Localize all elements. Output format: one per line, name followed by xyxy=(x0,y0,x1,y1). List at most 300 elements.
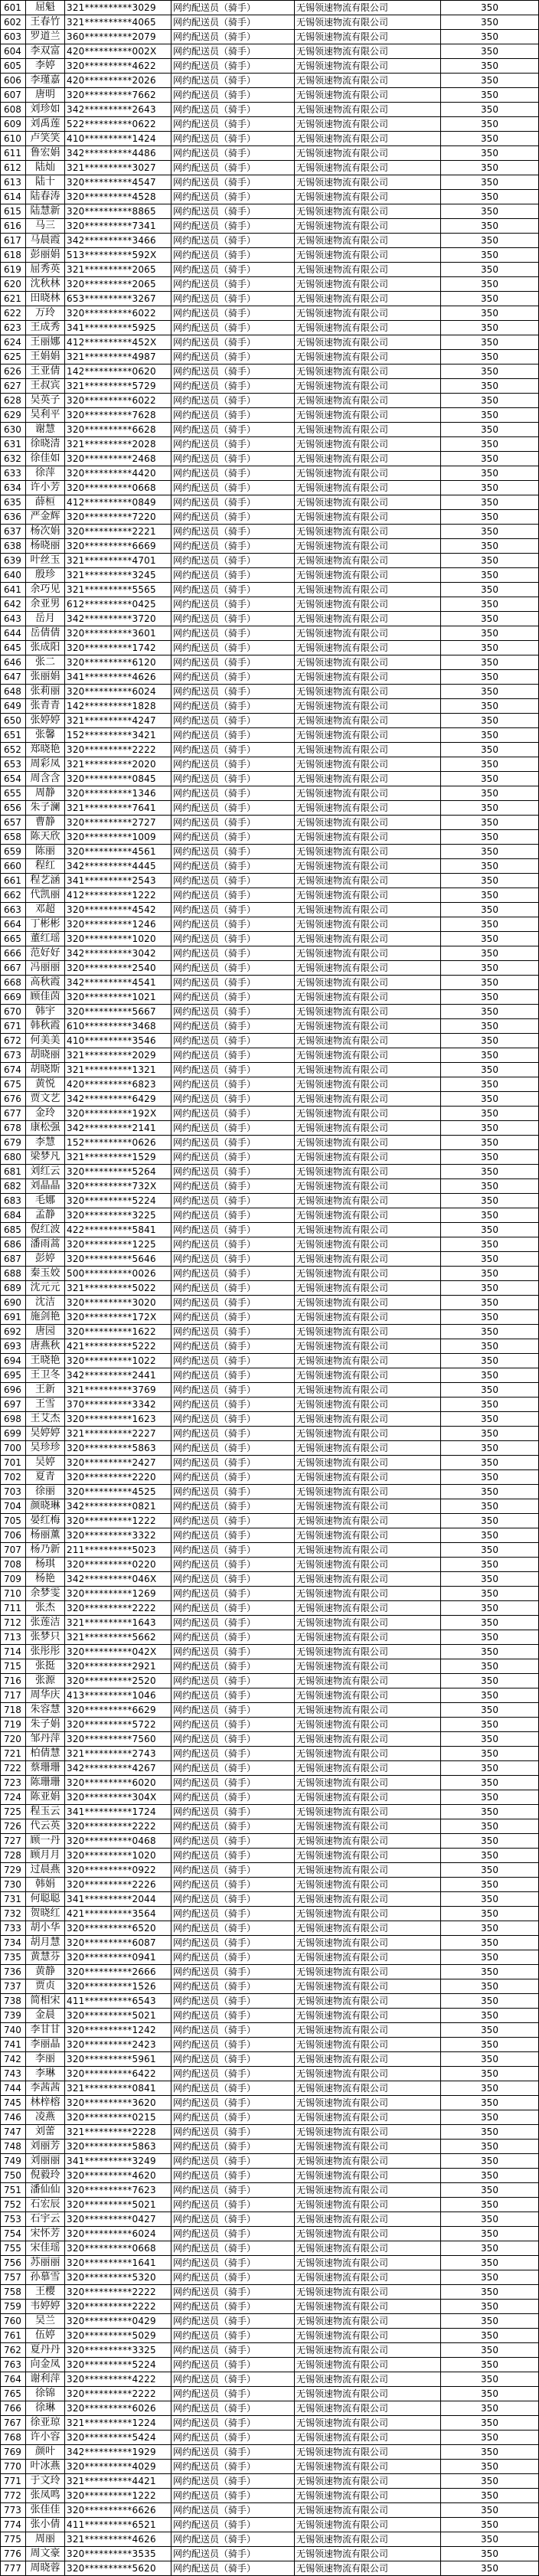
subsidy-amount-cell: 350 xyxy=(441,2358,539,2372)
company-name-cell: 无锡领速物流有限公司 xyxy=(295,1587,441,1601)
row-number-cell: 698 xyxy=(1,1412,26,1427)
company-name-cell: 无锡领速物流有限公司 xyxy=(295,1703,441,1718)
person-name-cell: 吴英子 xyxy=(26,394,65,408)
table-row xyxy=(1,1398,539,1412)
table-row xyxy=(1,1237,539,1252)
id-number-cell: 320**********304X xyxy=(65,1790,172,1805)
job-title-cell: 网约配送员（骑手） xyxy=(172,1310,295,1325)
row-number-cell: 760 xyxy=(1,2314,26,2329)
person-name-cell: 徐琳 xyxy=(26,2401,65,2416)
table-row xyxy=(1,2067,539,2081)
company-name-cell: 无锡领速物流有限公司 xyxy=(295,888,441,903)
job-title-cell: 网约配送员（骑手） xyxy=(172,1790,295,1805)
table-row xyxy=(1,1616,539,1630)
subsidy-amount-cell: 350 xyxy=(441,1965,539,1979)
company-name-cell: 无锡领速物流有限公司 xyxy=(295,408,441,423)
job-title-cell: 网约配送员（骑手） xyxy=(172,408,295,423)
person-name-cell: 韩秋霞 xyxy=(26,1019,65,1034)
row-number-cell: 749 xyxy=(1,2154,26,2169)
id-number-cell: 320**********1623 xyxy=(65,1412,172,1427)
company-name-cell: 无锡领速物流有限公司 xyxy=(295,626,441,641)
row-number-cell: 695 xyxy=(1,1368,26,1383)
subsidy-amount-cell: 350 xyxy=(441,2227,539,2241)
id-number-cell: 320**********3225 xyxy=(65,1208,172,1223)
company-name-cell: 无锡领速物流有限公司 xyxy=(295,1892,441,1907)
subsidy-amount-cell: 350 xyxy=(441,1281,539,1296)
person-name-cell: 杨晓丽 xyxy=(26,539,65,554)
job-title-cell: 网约配送员（骑手） xyxy=(172,1077,295,1092)
row-number-cell: 645 xyxy=(1,641,26,655)
company-name-cell: 无锡领速物流有限公司 xyxy=(295,175,441,190)
id-number-cell: 320**********2727 xyxy=(65,816,172,830)
table-row xyxy=(1,1441,539,1456)
subsidy-amount-cell: 350 xyxy=(441,510,539,525)
job-title-cell: 网约配送员（骑手） xyxy=(172,219,295,234)
id-number-cell: 320**********0845 xyxy=(65,772,172,786)
person-name-cell: 蔡珊珊 xyxy=(26,1761,65,1776)
table-row xyxy=(1,117,539,132)
person-name-cell: 胡月慧 xyxy=(26,1936,65,1950)
id-number-cell: 320**********1222 xyxy=(65,1514,172,1528)
subsidy-amount-cell: 350 xyxy=(441,1325,539,1339)
company-name-cell: 无锡领速物流有限公司 xyxy=(295,510,441,525)
subsidy-amount-cell: 350 xyxy=(441,2445,539,2460)
company-name-cell: 无锡领速物流有限公司 xyxy=(295,859,441,874)
subsidy-amount-cell: 350 xyxy=(441,874,539,888)
table-row xyxy=(1,859,539,874)
person-name-cell: 唐明 xyxy=(26,88,65,103)
id-number-cell: 320**********0941 xyxy=(65,1950,172,1965)
row-number-cell: 634 xyxy=(1,481,26,495)
subsidy-amount-cell: 350 xyxy=(441,1528,539,1543)
row-number-cell: 670 xyxy=(1,1005,26,1019)
company-name-cell: 无锡领速物流有限公司 xyxy=(295,2241,441,2256)
person-name-cell: 顾一丹 xyxy=(26,1834,65,1849)
company-name-cell: 无锡领速物流有限公司 xyxy=(295,1849,441,1863)
subsidy-amount-cell: 350 xyxy=(441,292,539,306)
person-name-cell: 罗道兰 xyxy=(26,30,65,44)
job-title-cell: 网约配送员（骑手） xyxy=(172,132,295,146)
person-name-cell: 黄慧芬 xyxy=(26,1950,65,1965)
table-row xyxy=(1,132,539,146)
table-row xyxy=(1,539,539,554)
id-number-cell: 320**********0220 xyxy=(65,1558,172,1572)
company-name-cell: 无锡领速物流有限公司 xyxy=(295,292,441,306)
person-name-cell: 吴婷 xyxy=(26,1456,65,1470)
person-name-cell: 张莲洁 xyxy=(26,1616,65,1630)
job-title-cell: 网约配送员（骑手） xyxy=(172,990,295,1005)
company-name-cell: 无锡领速物流有限公司 xyxy=(295,685,441,699)
company-name-cell: 无锡领速物流有限公司 xyxy=(295,2140,441,2154)
company-name-cell: 无锡领速物流有限公司 xyxy=(295,44,441,59)
subsidy-amount-cell: 350 xyxy=(441,1398,539,1412)
table-row xyxy=(1,990,539,1005)
person-name-cell: 刘珍如 xyxy=(26,103,65,117)
row-number-cell: 735 xyxy=(1,1950,26,1965)
job-title-cell: 网约配送员（骑手） xyxy=(172,74,295,88)
job-title-cell: 网约配送员（骑手） xyxy=(172,2314,295,2329)
subsidy-amount-cell: 350 xyxy=(441,1368,539,1383)
row-number-cell: 616 xyxy=(1,219,26,234)
subsidy-amount-cell: 350 xyxy=(441,1863,539,1878)
table-row xyxy=(1,1819,539,1834)
company-name-cell: 无锡领速物流有限公司 xyxy=(295,1659,441,1674)
table-row xyxy=(1,1834,539,1849)
table-row xyxy=(1,1427,539,1441)
company-name-cell: 无锡领速物流有限公司 xyxy=(295,903,441,917)
row-number-cell: 682 xyxy=(1,1179,26,1194)
job-title-cell: 网约配送员（骑手） xyxy=(172,845,295,859)
job-title-cell: 网约配送员（骑手） xyxy=(172,786,295,801)
company-name-cell: 无锡领速物流有限公司 xyxy=(295,1048,441,1063)
subsidy-amount-cell: 350 xyxy=(441,2096,539,2110)
row-number-cell: 757 xyxy=(1,2270,26,2285)
job-title-cell: 网约配送员（骑手） xyxy=(172,728,295,743)
row-number-cell: 618 xyxy=(1,248,26,263)
company-name-cell: 无锡领速物流有限公司 xyxy=(295,1208,441,1223)
job-title-cell: 网约配送员（骑手） xyxy=(172,626,295,641)
job-title-cell: 网约配送员（骑手） xyxy=(172,452,295,466)
person-name-cell: 王雪 xyxy=(26,1398,65,1412)
id-number-cell: 320**********6022 xyxy=(65,394,172,408)
person-name-cell: 刘红云 xyxy=(26,1165,65,1179)
id-number-cell: 320**********5667 xyxy=(65,1005,172,1019)
row-number-cell: 648 xyxy=(1,685,26,699)
row-number-cell: 679 xyxy=(1,1136,26,1150)
subsidy-amount-cell: 350 xyxy=(441,1150,539,1165)
job-title-cell: 网约配送员（骑手） xyxy=(172,1718,295,1732)
company-name-cell: 无锡领速物流有限公司 xyxy=(295,335,441,350)
table-row xyxy=(1,583,539,597)
id-number-cell: 320**********3535 xyxy=(65,2547,172,2561)
id-number-cell: 142**********1828 xyxy=(65,699,172,714)
job-title-cell: 网约配送员（骑手） xyxy=(172,801,295,816)
company-name-cell: 无锡领速物流有限公司 xyxy=(295,1281,441,1296)
job-title-cell: 网约配送员（骑手） xyxy=(172,1587,295,1601)
id-number-cell: 411**********6521 xyxy=(65,2518,172,2532)
person-name-cell: 石宇云 xyxy=(26,2212,65,2227)
id-number-cell: 320**********4542 xyxy=(65,903,172,917)
id-number-cell: 342**********3720 xyxy=(65,612,172,626)
row-number-cell: 612 xyxy=(1,161,26,175)
table-row xyxy=(1,2329,539,2343)
subsidy-amount-cell: 350 xyxy=(441,1630,539,1645)
table-row xyxy=(1,1514,539,1528)
company-name-cell: 无锡领速物流有限公司 xyxy=(295,655,441,670)
job-title-cell: 网约配送员（骑手） xyxy=(172,2503,295,2518)
job-title-cell: 网约配送员（骑手） xyxy=(172,2300,295,2314)
row-number-cell: 641 xyxy=(1,583,26,597)
subsidy-amount-cell: 350 xyxy=(441,685,539,699)
job-title-cell: 网约配送员（骑手） xyxy=(172,1368,295,1383)
id-number-cell: 321**********2065 xyxy=(65,263,172,277)
subsidy-amount-cell: 350 xyxy=(441,1849,539,1863)
person-name-cell: 张凤鸣 xyxy=(26,2489,65,2503)
company-name-cell: 无锡领速物流有限公司 xyxy=(295,30,441,44)
job-title-cell: 网约配送员（骑手） xyxy=(172,423,295,437)
person-name-cell: 杨艳 xyxy=(26,1572,65,1587)
company-name-cell: 无锡领速物流有限公司 xyxy=(295,1921,441,1936)
company-name-cell: 无锡领速物流有限公司 xyxy=(295,641,441,655)
company-name-cell: 无锡领速物流有限公司 xyxy=(295,234,441,248)
id-number-cell: 410**********1424 xyxy=(65,132,172,146)
job-title-cell: 网约配送员（骑手） xyxy=(172,757,295,772)
id-number-cell: 320**********2468 xyxy=(65,452,172,466)
id-number-cell: 320**********5722 xyxy=(65,1718,172,1732)
row-number-cell: 702 xyxy=(1,1470,26,1485)
table-row xyxy=(1,1950,539,1965)
subsidy-amount-cell: 350 xyxy=(441,364,539,379)
person-name-cell: 胡晓斯 xyxy=(26,1063,65,1077)
job-title-cell: 网约配送员（骑手） xyxy=(172,190,295,204)
row-number-cell: 726 xyxy=(1,1819,26,1834)
subsidy-amount-cell: 350 xyxy=(441,816,539,830)
id-number-cell: 320**********1022 xyxy=(65,1354,172,1368)
person-name-cell: 李甘甘 xyxy=(26,2023,65,2038)
job-title-cell: 网约配送员（骑手） xyxy=(172,1572,295,1587)
person-name-cell: 王叔宾 xyxy=(26,379,65,394)
table-row xyxy=(1,2140,539,2154)
id-number-cell: 321**********2228 xyxy=(65,2125,172,2140)
row-number-cell: 733 xyxy=(1,1921,26,1936)
row-number-cell: 767 xyxy=(1,2416,26,2431)
company-name-cell: 无锡领速物流有限公司 xyxy=(295,321,441,335)
person-name-cell: 周含含 xyxy=(26,772,65,786)
subsidy-amount-cell: 350 xyxy=(441,1267,539,1281)
person-name-cell: 王新 xyxy=(26,1383,65,1398)
table-row xyxy=(1,234,539,248)
company-name-cell: 无锡领速物流有限公司 xyxy=(295,132,441,146)
person-name-cell: 陈亚娟 xyxy=(26,1790,65,1805)
job-title-cell: 网约配送员（骑手） xyxy=(172,1979,295,1994)
subsidy-amount-cell: 350 xyxy=(441,641,539,655)
row-number-cell: 777 xyxy=(1,2561,26,2576)
job-title-cell: 网约配送员（骑手） xyxy=(172,103,295,117)
person-name-cell: 万玲 xyxy=(26,306,65,321)
id-number-cell: 320**********0668 xyxy=(65,481,172,495)
table-row xyxy=(1,1179,539,1194)
job-title-cell: 网约配送员（骑手） xyxy=(172,976,295,990)
row-number-cell: 673 xyxy=(1,1048,26,1063)
person-name-cell: 许小芳 xyxy=(26,481,65,495)
table-row xyxy=(1,2547,539,2561)
subsidy-amount-cell: 350 xyxy=(441,1659,539,1674)
job-title-cell: 网约配送员（骑手） xyxy=(172,1194,295,1208)
table-row xyxy=(1,1354,539,1368)
id-number-cell: 320**********4561 xyxy=(65,845,172,859)
row-number-cell: 627 xyxy=(1,379,26,394)
person-name-cell: 李丽晶 xyxy=(26,2038,65,2052)
id-number-cell: 342**********2141 xyxy=(65,1121,172,1136)
person-name-cell: 冯丽丽 xyxy=(26,961,65,976)
subsidy-amount-cell: 350 xyxy=(441,335,539,350)
job-title-cell: 网约配送员（骑手） xyxy=(172,1921,295,1936)
person-name-cell: 叶丝玉 xyxy=(26,554,65,568)
id-number-cell: 320**********4622 xyxy=(65,59,172,74)
table-row xyxy=(1,2198,539,2212)
table-row xyxy=(1,466,539,481)
id-number-cell: 342**********6429 xyxy=(65,1092,172,1107)
row-number-cell: 708 xyxy=(1,1558,26,1572)
table-row xyxy=(1,2300,539,2314)
subsidy-amount-cell: 350 xyxy=(441,1456,539,1470)
subsidy-amount-cell: 350 xyxy=(441,481,539,495)
job-title-cell: 网约配送员（骑手） xyxy=(172,1645,295,1659)
job-title-cell: 网约配送员（骑手） xyxy=(172,1558,295,1572)
company-name-cell: 无锡领速物流有限公司 xyxy=(295,452,441,466)
company-name-cell: 无锡领速物流有限公司 xyxy=(295,1136,441,1150)
table-row xyxy=(1,1979,539,1994)
company-name-cell: 无锡领速物流有限公司 xyxy=(295,2343,441,2358)
table-row xyxy=(1,2270,539,2285)
company-name-cell: 无锡领速物流有限公司 xyxy=(295,1878,441,1892)
subsidy-amount-cell: 350 xyxy=(441,175,539,190)
table-row xyxy=(1,1,539,15)
id-number-cell: 320**********1346 xyxy=(65,786,172,801)
company-name-cell: 无锡领速物流有限公司 xyxy=(295,1674,441,1688)
subsidy-amount-cell: 350 xyxy=(441,2300,539,2314)
table-row xyxy=(1,495,539,510)
job-title-cell: 网约配送员（骑手） xyxy=(172,917,295,932)
company-name-cell: 无锡领速物流有限公司 xyxy=(295,583,441,597)
job-title-cell: 网约配送员（骑手） xyxy=(172,554,295,568)
id-number-cell: 321**********1321 xyxy=(65,1063,172,1077)
row-number-cell: 665 xyxy=(1,932,26,946)
company-name-cell: 无锡领速物流有限公司 xyxy=(295,2401,441,2416)
person-name-cell: 张梦只 xyxy=(26,1630,65,1645)
job-title-cell: 网约配送员（骑手） xyxy=(172,568,295,583)
job-title-cell: 网约配送员（骑手） xyxy=(172,2067,295,2081)
row-number-cell: 637 xyxy=(1,525,26,539)
person-name-cell: 徐萍 xyxy=(26,466,65,481)
table-row xyxy=(1,1136,539,1150)
company-name-cell: 无锡领速物流有限公司 xyxy=(295,190,441,204)
job-title-cell: 网约配送员（骑手） xyxy=(172,685,295,699)
person-name-cell: 伍婷 xyxy=(26,2329,65,2343)
person-name-cell: 晏红梅 xyxy=(26,1514,65,1528)
job-title-cell: 网约配送员（骑手） xyxy=(172,1208,295,1223)
row-number-cell: 607 xyxy=(1,88,26,103)
id-number-cell: 320**********6024 xyxy=(65,685,172,699)
person-name-cell: 张馨 xyxy=(26,728,65,743)
id-number-cell: 320**********5961 xyxy=(65,2052,172,2067)
id-number-cell: 320**********2226 xyxy=(65,1878,172,1892)
job-title-cell: 网约配送员（骑手） xyxy=(172,1499,295,1514)
job-title-cell: 网约配送员（骑手） xyxy=(172,961,295,976)
subsidy-amount-cell: 350 xyxy=(441,1674,539,1688)
subsidy-amount-cell: 350 xyxy=(441,786,539,801)
table-row xyxy=(1,146,539,161)
subsidy-amount-cell: 350 xyxy=(441,2256,539,2270)
id-number-cell: 320**********6020 xyxy=(65,1776,172,1790)
person-name-cell: 孟静 xyxy=(26,1208,65,1223)
person-name-cell: 代云英 xyxy=(26,1819,65,1834)
row-number-cell: 775 xyxy=(1,2532,26,2547)
company-name-cell: 无锡领速物流有限公司 xyxy=(295,1834,441,1849)
person-name-cell: 王娟娟 xyxy=(26,350,65,364)
person-name-cell: 张成阳 xyxy=(26,641,65,655)
table-row xyxy=(1,175,539,190)
job-title-cell: 网约配送员（骑手） xyxy=(172,1805,295,1819)
company-name-cell: 无锡领速物流有限公司 xyxy=(295,1485,441,1499)
person-name-cell: 刘丽芳 xyxy=(26,2140,65,2154)
company-name-cell: 无锡领速物流有限公司 xyxy=(295,990,441,1005)
row-number-cell: 601 xyxy=(1,1,26,15)
person-name-cell: 颜晓琳 xyxy=(26,1499,65,1514)
company-name-cell: 无锡领速物流有限公司 xyxy=(295,161,441,175)
id-number-cell: 320**********0215 xyxy=(65,2110,172,2125)
company-name-cell: 无锡领速物流有限公司 xyxy=(295,1907,441,1921)
person-name-cell: 刘丽丽 xyxy=(26,2154,65,2169)
subsidy-amount-cell: 350 xyxy=(441,204,539,219)
person-name-cell: 杨乃新 xyxy=(26,1543,65,1558)
row-number-cell: 737 xyxy=(1,1979,26,1994)
id-number-cell: 321**********0841 xyxy=(65,2081,172,2096)
job-title-cell: 网约配送员（骑手） xyxy=(172,1601,295,1616)
job-title-cell: 网约配送员（骑手） xyxy=(172,1150,295,1165)
job-title-cell: 网约配送员（骑手） xyxy=(172,2343,295,2358)
id-number-cell: 612**********0425 xyxy=(65,597,172,612)
company-name-cell: 无锡领速物流有限公司 xyxy=(295,2372,441,2387)
id-number-cell: 342**********046X xyxy=(65,1572,172,1587)
company-name-cell: 无锡领速物流有限公司 xyxy=(295,2023,441,2038)
table-row xyxy=(1,1907,539,1921)
row-number-cell: 744 xyxy=(1,2081,26,2096)
company-name-cell: 无锡领速物流有限公司 xyxy=(295,2038,441,2052)
company-name-cell: 无锡领速物流有限公司 xyxy=(295,1368,441,1383)
id-number-cell: 321**********1224 xyxy=(65,2416,172,2431)
row-number-cell: 691 xyxy=(1,1310,26,1325)
job-title-cell: 网约配送员（骑手） xyxy=(172,1907,295,1921)
id-number-cell: 342**********1929 xyxy=(65,2445,172,2460)
job-title-cell: 网约配送员（骑手） xyxy=(172,1994,295,2009)
person-name-cell: 李琳 xyxy=(26,2067,65,2081)
id-number-cell: 320**********1021 xyxy=(65,990,172,1005)
job-title-cell: 网约配送员（骑手） xyxy=(172,292,295,306)
table-row xyxy=(1,379,539,394)
row-number-cell: 716 xyxy=(1,1674,26,1688)
person-name-cell: 黄静 xyxy=(26,1965,65,1979)
table-row xyxy=(1,1485,539,1499)
table-row xyxy=(1,1921,539,1936)
person-name-cell: 凌燕 xyxy=(26,2110,65,2125)
person-name-cell: 吴兰 xyxy=(26,2314,65,2329)
job-title-cell: 网约配送员（骑手） xyxy=(172,481,295,495)
person-name-cell: 范好好 xyxy=(26,946,65,961)
row-number-cell: 608 xyxy=(1,103,26,117)
row-number-cell: 617 xyxy=(1,234,26,248)
id-number-cell: 341**********1724 xyxy=(65,1805,172,1819)
table-row xyxy=(1,2474,539,2489)
subsidy-amount-cell: 350 xyxy=(441,903,539,917)
company-name-cell: 无锡领速物流有限公司 xyxy=(295,117,441,132)
table-row xyxy=(1,1732,539,1747)
company-name-cell: 无锡领速物流有限公司 xyxy=(295,1194,441,1208)
job-title-cell: 网约配送员（骑手） xyxy=(172,263,295,277)
person-name-cell: 夏青 xyxy=(26,1470,65,1485)
company-name-cell: 无锡领速物流有限公司 xyxy=(295,2227,441,2241)
row-number-cell: 722 xyxy=(1,1761,26,1776)
id-number-cell: 320**********5264 xyxy=(65,1165,172,1179)
subsidy-amount-cell: 350 xyxy=(441,1223,539,1237)
id-number-cell: 320**********4620 xyxy=(65,2169,172,2183)
company-name-cell: 无锡领速物流有限公司 xyxy=(295,2081,441,2096)
company-name-cell: 无锡领速物流有限公司 xyxy=(295,1499,441,1514)
id-number-cell: 413**********1046 xyxy=(65,1688,172,1703)
subsidy-amount-cell: 350 xyxy=(441,830,539,845)
person-name-cell: 颜叶 xyxy=(26,2445,65,2460)
person-name-cell: 程玉云 xyxy=(26,1805,65,1819)
